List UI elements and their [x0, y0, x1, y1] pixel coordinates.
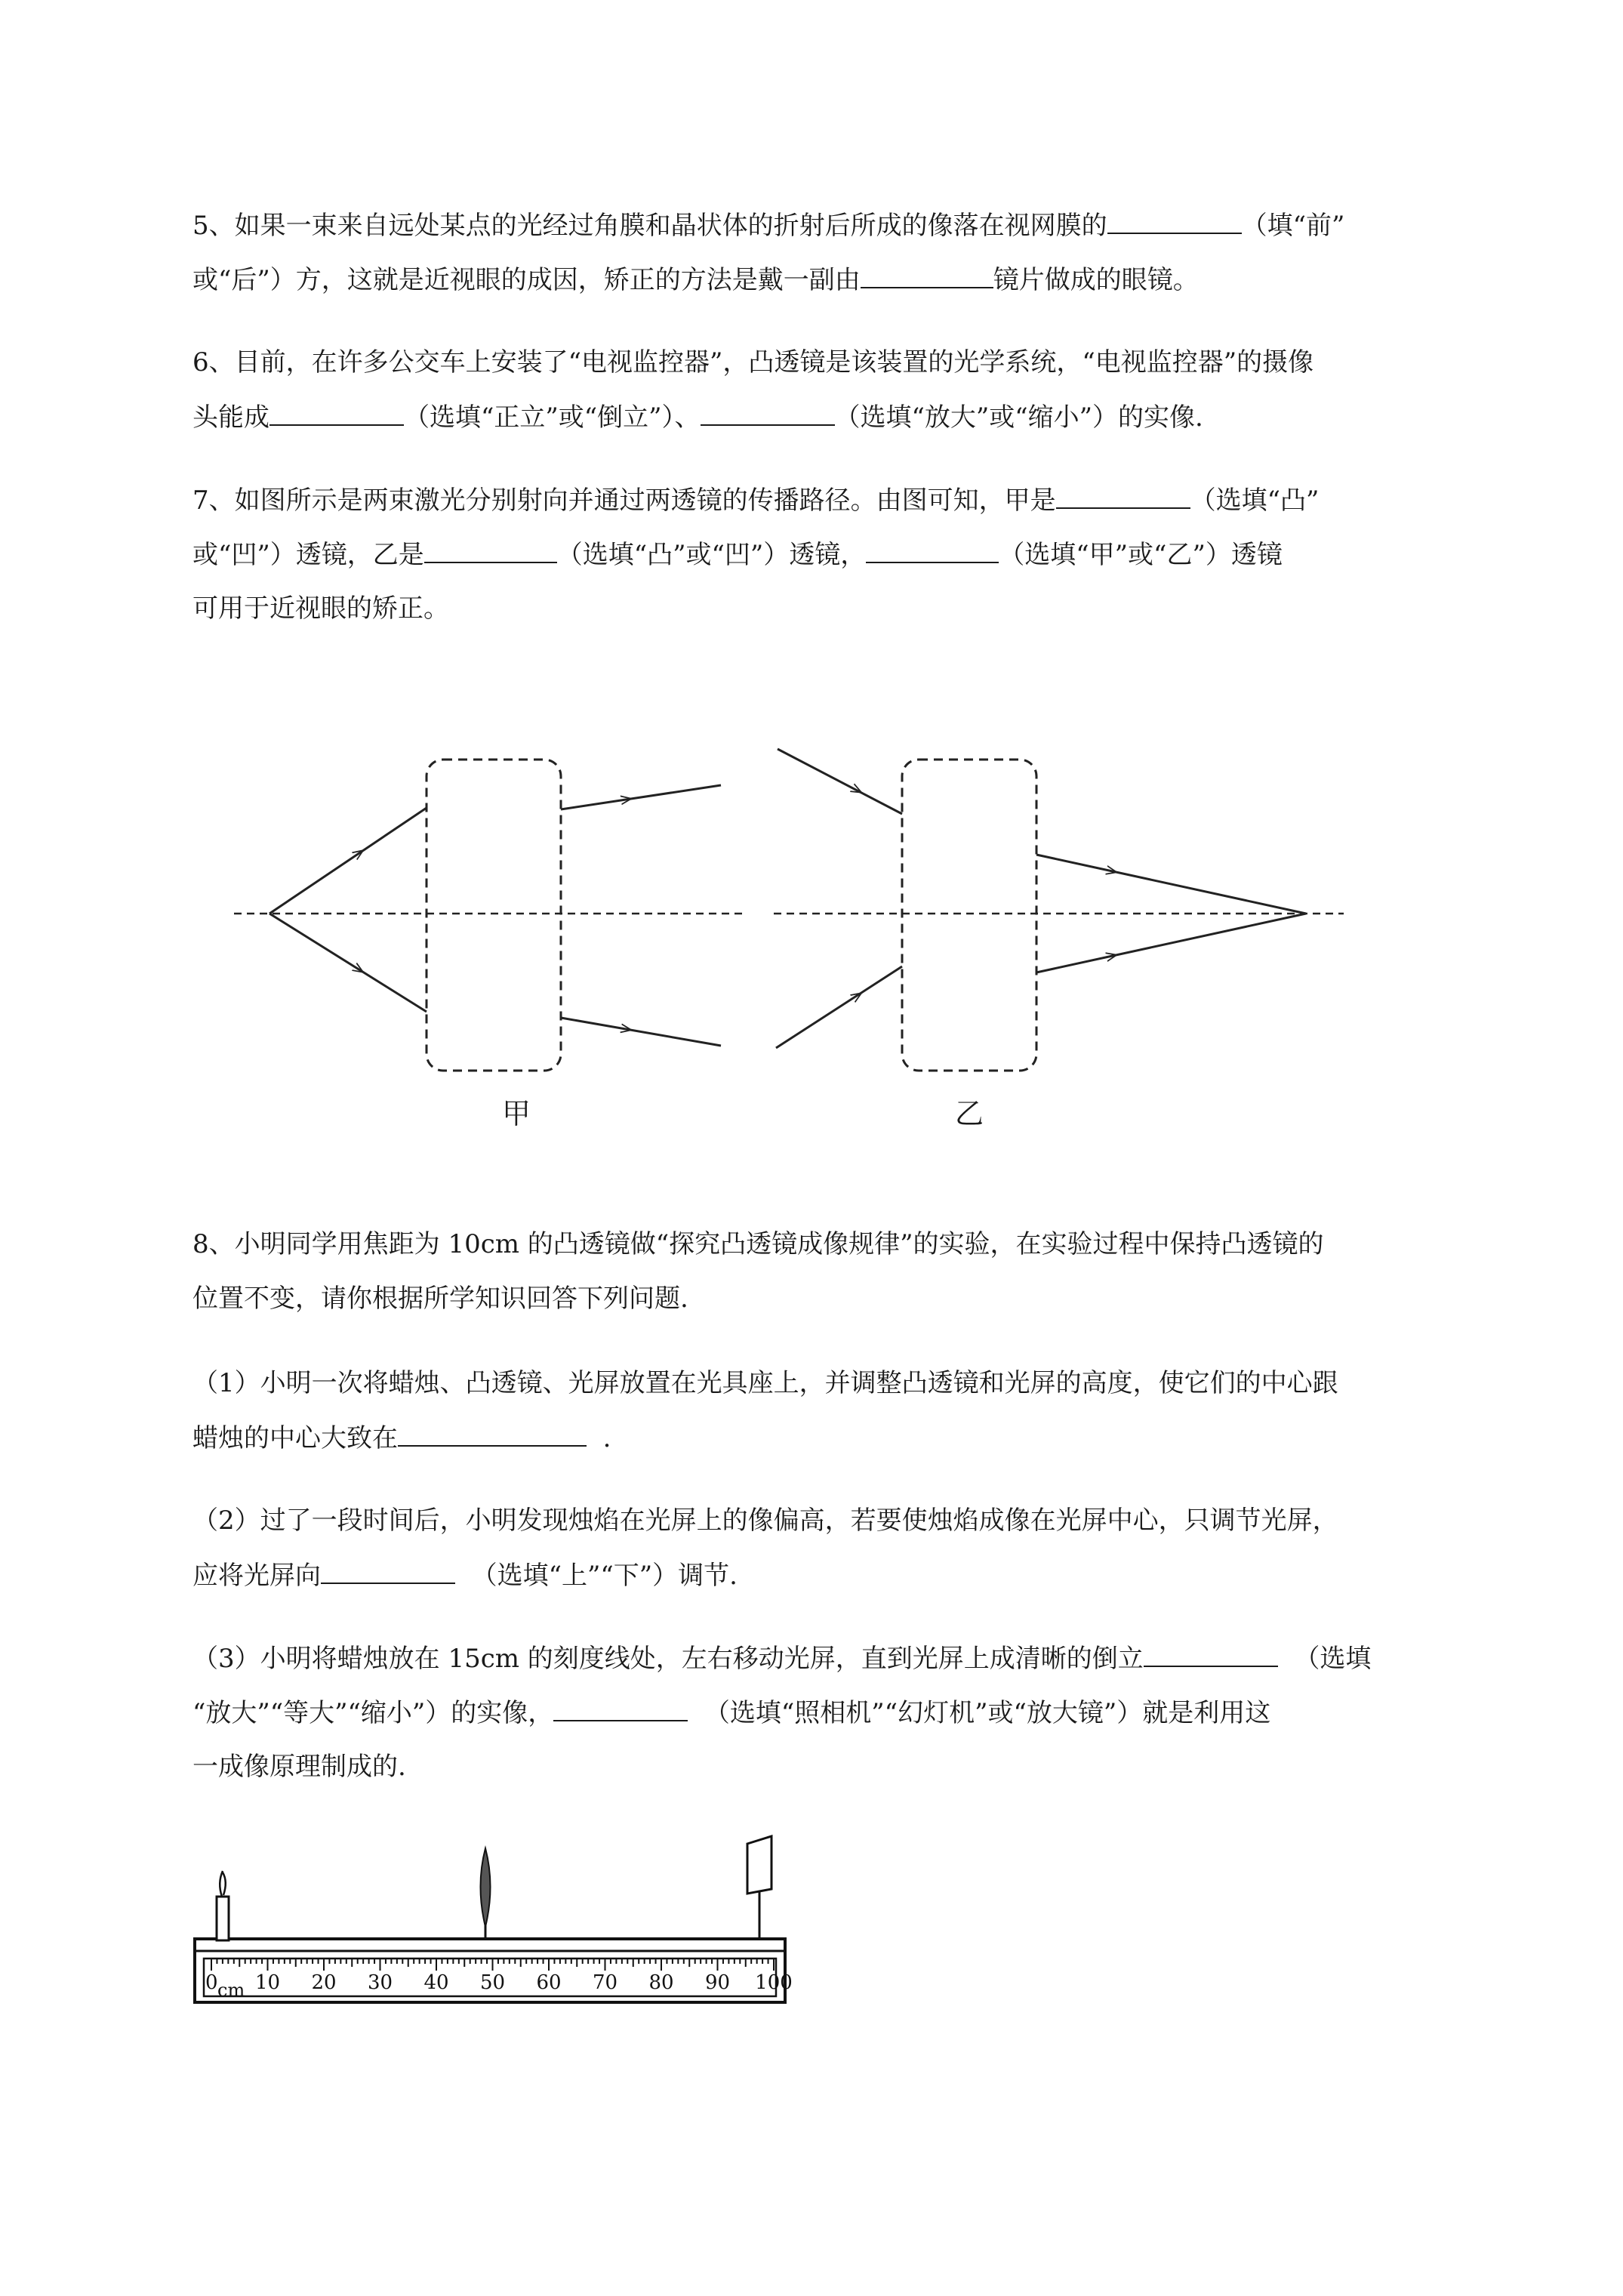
- q8-part2-line-1: [192, 1505, 1338, 1536]
- ray-jia-out-lower: [561, 1018, 721, 1046]
- ruler-tick-label: 50: [479, 1971, 506, 1994]
- q6-text: 头能成: [192, 402, 269, 433]
- q8-part3-line-1: [192, 1643, 1371, 1674]
- ruler-tick-label: 100: [755, 1971, 793, 1994]
- lens-ray-diagram: [226, 732, 1374, 1155]
- lens-box-jia: [427, 760, 561, 1071]
- q5-text: 5、如果一束来自远处某点的光经过角膜和晶状体的折射后所成的像落在视网膜的: [192, 211, 1107, 241]
- ruler-tick-label: 30: [367, 1971, 393, 1994]
- ray-jia-in-lower-arrow: [269, 914, 362, 972]
- q5-blank-1[interactable]: [1107, 210, 1242, 234]
- ray-jia-in-upper-arrow: [269, 851, 362, 914]
- q7-text: 可用于近视眼的矫正。: [192, 593, 449, 624]
- fig-label-jia: 甲: [502, 1097, 531, 1130]
- ray-yi-in-upper: [778, 749, 902, 814]
- q5-line-2: [192, 264, 1199, 295]
- q6-text: 6、目前，在许多公交车上安装了“电视监控器”，凸透镜是该装置的光学系统，“电视监控器”的摄像: [192, 347, 1314, 378]
- q8-text: （1）小明一次将蜡烛、凸透镜、光屏放置在光具座上，并调整凸透镜和光屏的高度，使它们的中心跟: [192, 1368, 1338, 1398]
- q8-part1-line-2: [192, 1422, 611, 1453]
- q5-blank-2[interactable]: [861, 264, 993, 288]
- ruler-tick-label: 60: [536, 1971, 562, 1994]
- q7-text: 或“凹”）透镜，乙是: [192, 540, 424, 570]
- ray-yi-in-upper-arrow: [778, 749, 861, 792]
- q7-blank-1[interactable]: [1056, 485, 1190, 509]
- q8-text: （选填“照相机”“幻灯机”或“放大镜”）就是利用这: [704, 1698, 1271, 1728]
- q5-text: 镜片做成的眼镜。: [993, 265, 1199, 295]
- ray-jia-in-upper: [269, 808, 427, 914]
- ray-jia-out-lower-arrow: [561, 1018, 630, 1030]
- ruler-tick-label: 10: [254, 1971, 281, 1994]
- ray-yi-in-lower: [776, 966, 902, 1048]
- q8-part3-line-3: [192, 1752, 406, 1782]
- ray-yi-in-lower-arrow: [776, 994, 861, 1048]
- q6-text: （选填“正立”或“倒立”）、: [404, 402, 701, 433]
- ruler-tick-label: 20: [311, 1971, 337, 1994]
- ruler-zero-label: 0: [205, 1971, 218, 1994]
- q7-blank-3[interactable]: [866, 539, 999, 563]
- q8-text: （选填: [1294, 1644, 1372, 1674]
- q8-text: 一成像原理制成的.: [192, 1752, 406, 1782]
- ruler-tick-label: 80: [648, 1971, 674, 1994]
- ruler-unit-label: cm: [217, 1980, 245, 2001]
- q8-text: 应将光屏向: [192, 1561, 321, 1591]
- ruler-tick-label: 70: [592, 1971, 618, 1994]
- optical-bench-figure: [189, 1827, 793, 2008]
- q6-line-2: [192, 402, 1203, 433]
- q6-line-1: [192, 347, 1313, 378]
- ray-jia-out-upper: [561, 785, 721, 809]
- q7-line-1: [192, 485, 1319, 516]
- q8-text: 蜡烛的中心大致在: [192, 1423, 398, 1453]
- q7-text: （选填“甲”或“乙”）透镜: [999, 540, 1283, 570]
- ray-yi-out-lower: [1036, 914, 1306, 972]
- q7-line-3: [192, 593, 449, 624]
- q5-text: 或“后”）方，这就是近视眼的成因，矫正的方法是戴一副由: [192, 265, 861, 295]
- ray-jia-out-upper-arrow: [561, 799, 630, 809]
- candle: [217, 1897, 229, 1940]
- fig-label-yi: 乙: [955, 1097, 984, 1130]
- ray-yi-out-upper-arrow: [1036, 855, 1116, 872]
- candle-flame: [220, 1871, 226, 1897]
- q7-text: （选填“凸”: [1190, 485, 1320, 516]
- q5-line-1: [192, 210, 1344, 241]
- q7-text: （选填“凸”或“凹”）透镜，: [556, 540, 867, 570]
- q8-text: （3）小明将蜡烛放在 15cm 的刻度线处，左右移动光屏，直到光屏上成清晰的倒立: [192, 1644, 1144, 1674]
- q8-blank-1[interactable]: [398, 1422, 587, 1447]
- q8-part1-line-1: [192, 1368, 1338, 1398]
- ray-yi-out-upper: [1036, 855, 1306, 914]
- q7-text: 7、如图所示是两束激光分别射向并通过两透镜的传播路径。由图可知，甲是: [192, 485, 1056, 516]
- light-screen: [747, 1836, 771, 1894]
- q8-blank-2[interactable]: [321, 1560, 455, 1584]
- q8-line-2: [192, 1284, 688, 1314]
- q8-line-1: [192, 1229, 1324, 1259]
- ray-yi-out-lower-arrow: [1036, 955, 1116, 972]
- ruler-tick-label: 90: [704, 1971, 731, 1994]
- q6-blank-2[interactable]: [701, 402, 835, 426]
- ray-jia-in-lower: [269, 914, 427, 1012]
- q8-text: 8、小明同学用焦距为 10cm 的凸透镜做“探究凸透镜成像规律”的实验，在实验过程中保持凸透镜的: [192, 1229, 1324, 1259]
- q8-blank-3[interactable]: [1144, 1643, 1278, 1667]
- q8-text: （选填“上”“下”）调节.: [471, 1561, 738, 1591]
- lens-box-yi: [902, 760, 1036, 1071]
- q8-part2-line-2: [192, 1560, 738, 1591]
- q8-part3-line-2: [192, 1697, 1270, 1728]
- ruler-tick-label: 40: [423, 1971, 449, 1994]
- q7-line-2: [192, 539, 1283, 570]
- q8-text: “放大”“等大”“缩小”）的实像，: [192, 1698, 554, 1728]
- q8-text: （2）过了一段时间后，小明发现烛焰在光屏上的像偏高，若要使烛焰成像在光屏中心，只调节光屏，: [192, 1505, 1338, 1536]
- q5-text: （填“前”: [1241, 211, 1345, 241]
- q7-blank-2[interactable]: [424, 539, 557, 563]
- q6-blank-1[interactable]: [269, 402, 404, 426]
- q6-text: （选填“放大”或“缩小”）的实像.: [834, 402, 1203, 433]
- q8-text: .: [602, 1423, 611, 1453]
- q8-blank-4[interactable]: [553, 1697, 688, 1721]
- q8-text: 位置不变，请你根据所学知识回答下列问题.: [192, 1284, 688, 1314]
- convex-lens: [481, 1848, 491, 1927]
